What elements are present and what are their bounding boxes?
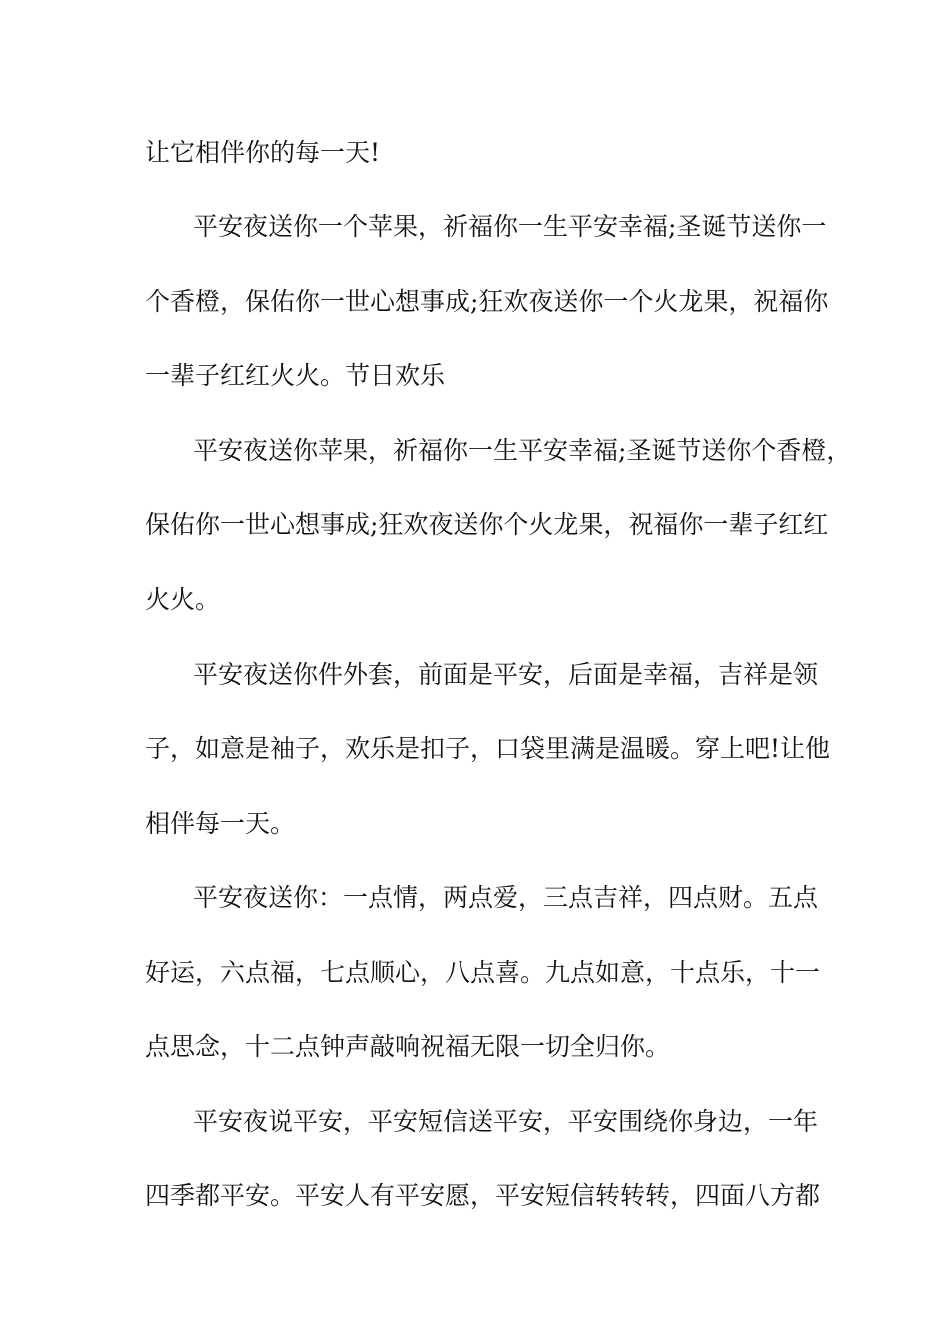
paragraph-first-line: 平安夜说平安，平安短信送平安，平安围绕你身边，一年 [193, 1107, 819, 1136]
text-line: 保佑你一世心想事成;狂欢夜送你个火龙果，祝福你一辈子红红 [145, 510, 829, 539]
text-line: 子，如意是袖子，欢乐是扣子，口袋里满是温暖。穿上吧!让他 [145, 734, 831, 763]
text-line: 点思念，十二点钟声敲响祝福无限一切全归你。 [145, 1032, 671, 1061]
text-line: 四季都平安。平安人有平安愿，平安短信转转转，四面八方都 [145, 1181, 821, 1210]
paragraph-first-line: 平安夜送你苹果，祈福你一生平安幸福;圣诞节送你个香橙， [193, 436, 852, 465]
text-line: 火火。 [145, 585, 221, 614]
text-line: 一辈子红红火火。节日欢乐 [145, 361, 446, 390]
text-line: 让它相伴你的每一天! [145, 138, 381, 167]
text-line: 个香橙，保佑你一世心想事成;狂欢夜送你一个火龙果，祝福你 [145, 287, 829, 316]
text-line: 相伴每一天。 [145, 809, 296, 838]
paragraph-first-line: 平安夜送你件外套，前面是平安，后面是幸福，吉祥是领 [193, 660, 819, 689]
paragraph-first-line: 平安夜送你一个苹果，祈福你一生平安幸福;圣诞节送你一 [193, 212, 827, 241]
paragraph-first-line: 平安夜送你：一点情，两点爱，三点吉祥，四点财。五点 [193, 883, 819, 912]
text-line: 好运，六点福，七点顺心，八点喜。九点如意，十点乐，十一 [145, 958, 821, 987]
